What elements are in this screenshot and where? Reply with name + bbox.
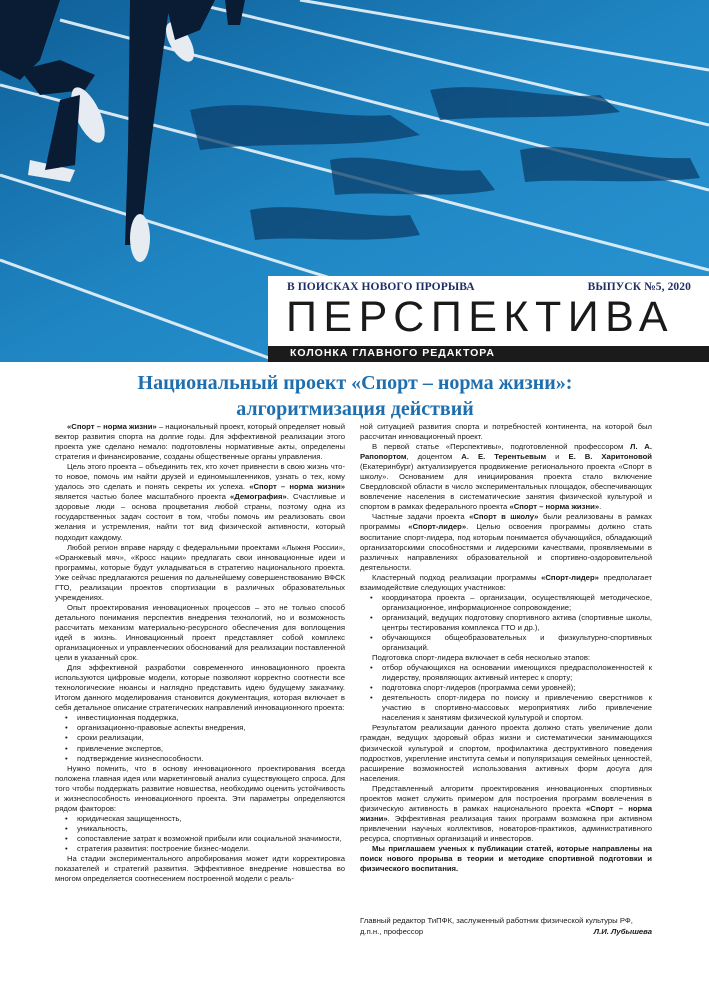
paragraph: «Спорт – норма жизни» – национальный проект, который определяет новый вектор развития спорта на долгие годы. Для эффективной реализации этого проекта уже сделано немало: подготовлены нормативные акты, определены стратегия и финансирование, созданы общественные органы управления. xyxy=(55,422,345,462)
paragraph: Подготовка спорт-лидера включает в себя несколько этапов: xyxy=(372,653,591,663)
paragraph: Кластерный подход реализации программы «Спорт-лидер» предполагает взаимодействие следующих участников: xyxy=(360,572,653,592)
paragraph: Нужно помнить, что в основу инновационного проектирования всегда положена главная идея или маркетинговый анализ существующего спроса. Для того чтобы поддержать развитие новшества, необходимо оценить устойчивость и жизнеспособность инновационного проекта. Эти параметры определяются рядом факторов: xyxy=(55,763,345,813)
article-column-right xyxy=(360,422,652,874)
article-column-left xyxy=(55,422,345,884)
editor-signature xyxy=(360,915,652,937)
paragraph: Частные задачи проекта «Спорт в школу» были реализованы в рамках программы «Спорт-лидер». Целью освоения программы должно стать воспитание спорт-лидера, под которым понимается обучающийся, обладающий организаторскими способностями и лидерскими качествами, проявляемыми в различных направлениях образовательной и спортивно-оздоровительной деятельности. xyxy=(360,512,653,572)
paragraph: На стадии экспериментального апробирования может идти корректировка показателей и стратегий развития. Эффективное внедрение новшества во многом определяется соотнесением построенной модели с реаль- xyxy=(55,854,345,884)
paragraph: Результатом реализации данного проекта должно стать увеличение доли граждан, ведущих здоровый образ жизни и систематически занимающихся физической культурой и спортом, профилактика деструктивного поведения подростков, укрепление института семьи и популяризация семейных ценностей, расширение возможностей использования активных форм досуга для населения. xyxy=(360,723,652,783)
headline-line-2: алгоритмизация действий xyxy=(236,398,474,420)
list-item: • юридическая защищенность, xyxy=(67,814,345,824)
paragraph: Любой регион вправе наряду с федеральными проектами «Лыжня России», «Оранжевый мяч», «Кросс нации» предлагать свои инновационные идеи и программы, которые будут укладываться в стратегию национального проекта. Уже сейчас предлагаются решения по дальнейшему совершенствованию ВФСК ГТО, реализации проектов спортизации в различных образовательных учреждениях. xyxy=(55,542,345,602)
paragraph: Опыт проектирования инновационных процессов – это не только способ детального понимания перспектив внедрения технологий, но и возможность рассчитать механизм материально-ресурсного обеспечения для воплощения идей в жизнь. Инновационный проект представляет собой комплекс организационных и управленческих обоснований для реализации поставленной цели в указанный срок. xyxy=(55,602,345,663)
section-kicker: В ПОИСКАХ НОВОГО ПРОРЫВА xyxy=(287,281,475,293)
list-item: • координатора проекта – организации, осуществляющей методическое, организационное, информационное сопровождение; xyxy=(372,593,652,613)
issue-number: ВЫПУСК №5, 2020 xyxy=(587,281,691,293)
article-headline xyxy=(40,370,670,422)
editor-name: Л.И. Лубышева xyxy=(593,927,652,936)
paragraph: В первой статье «Перспективы», подготовленной профессором Л. А. Рапопортом, доцентом А. Е. Терентьевым и Е. В. Харитоновой (Екатеринбург) актуализируется продвижение регионального проекта «Спорт в школу». Основанием для инициирования проекта стало включение Свердловской области в число экспериментальных площадок, обеспечивающих вовлечение населения в систематические занятия физической культурой и спортом в рамках федерального проекта «Спорт – норма жизни». xyxy=(360,442,652,512)
list-item: • сопоставление затрат к возможной прибыли или социальной значимости, xyxy=(67,834,345,844)
bullet-list xyxy=(55,814,345,854)
bullet-list xyxy=(360,663,652,723)
invitation-paragraph: Мы приглашаем ученых к публикации статей, которые направлены на поиск нового прорыва в теории и методике спортивной подготовки и физического воспитания. xyxy=(360,843,652,874)
bullet-list xyxy=(55,713,345,763)
list-item: • инвестиционная поддержка, xyxy=(67,713,345,723)
list-item: • обучающихся общеобразовательных и физкультурно-спортивных организаций. xyxy=(372,633,652,653)
list-item: • подготовка спорт-лидеров (программа семи уровней); xyxy=(372,683,652,693)
bullet-list xyxy=(360,593,652,653)
list-item: • сроки реализации, xyxy=(67,733,345,743)
paragraph: ной ситуацией развития спорта и потребностей континента, на которой был рассчитан инновационный проект. xyxy=(360,422,652,442)
list-item: • стратегия развития: построение бизнес-модели. xyxy=(67,844,345,854)
list-item: • привлечение экспертов, xyxy=(67,744,345,754)
editor-role: Главный редактор ТиПФК, заслуженный работник физической культуры РФ, д.п.н., профессор xyxy=(360,916,633,936)
headline-line-1: Национальный проект «Спорт – норма жизни»: xyxy=(137,372,573,394)
column-label: КОЛОНКА ГЛАВНОГО РЕДАКТОРА xyxy=(290,347,495,359)
paragraph: Цель этого проекта – объединить тех, кто хочет привнести в свою жизнь что-то новое, помочь им найти друзей и единомышленников, узнать о тех, кому удалось это сделать и понять секреты их успеха. «Спорт – норма жизни» является частью более масштабного проекта «Демография». Счастливые и здоровые люди – основа процветания любой страны, поэтому одна из государственных задач состоит в том, чтобы помочь им реализовать свои желания и устремления, найти тот вид физической активности, который подходит каждому. xyxy=(55,462,345,542)
list-item: • отбор обучающихся на основании имеющихся предрасположенностей к лидерству, проявляющих активный интерес к спорту; xyxy=(372,663,652,683)
list-item: • деятельность спорт-лидера по поиску и привлечению сверстников к участию в спортивно-массовых мероприятиях либо привлечение населения к занятиям физической культурой и спортом. xyxy=(372,693,652,723)
column-bar xyxy=(268,346,709,362)
list-item: • уникальность, xyxy=(67,824,345,834)
paragraph: Для эффективной разработки современного инновационного проекта используются цифровые модели, которые позволяют корректно соотнести все технологические нюансы и наглядно представить идею будущему заказчику. Итогом данного моделирования становится документация, которая включает в себя детальное описание стратегических направлений инновационного проекта: xyxy=(55,663,345,713)
list-item: • организационно-правовые аспекты внедрения, xyxy=(67,723,345,733)
list-item: • подтверждение жизнеспособности. xyxy=(67,754,345,764)
publication-title: ПЕРСПЕКТИВА xyxy=(286,293,675,341)
list-item: • организаций, ведущих подготовку спортивного актива (спортивные школы, центры тестирования комплекса ГТО и др.), xyxy=(372,613,652,633)
paragraph: Представленный алгоритм проектирования инновационных спортивных проектов может служить примером для построения программ вовлечения в физическую активность в рамках национального проекта «Спорт – норма жизни». Эффективная реализация таких программ возможна при активном привлечении научных коллективов, новаторов-практиков, административного ресурса, спортивных организаций и инвесторов. xyxy=(360,783,652,843)
